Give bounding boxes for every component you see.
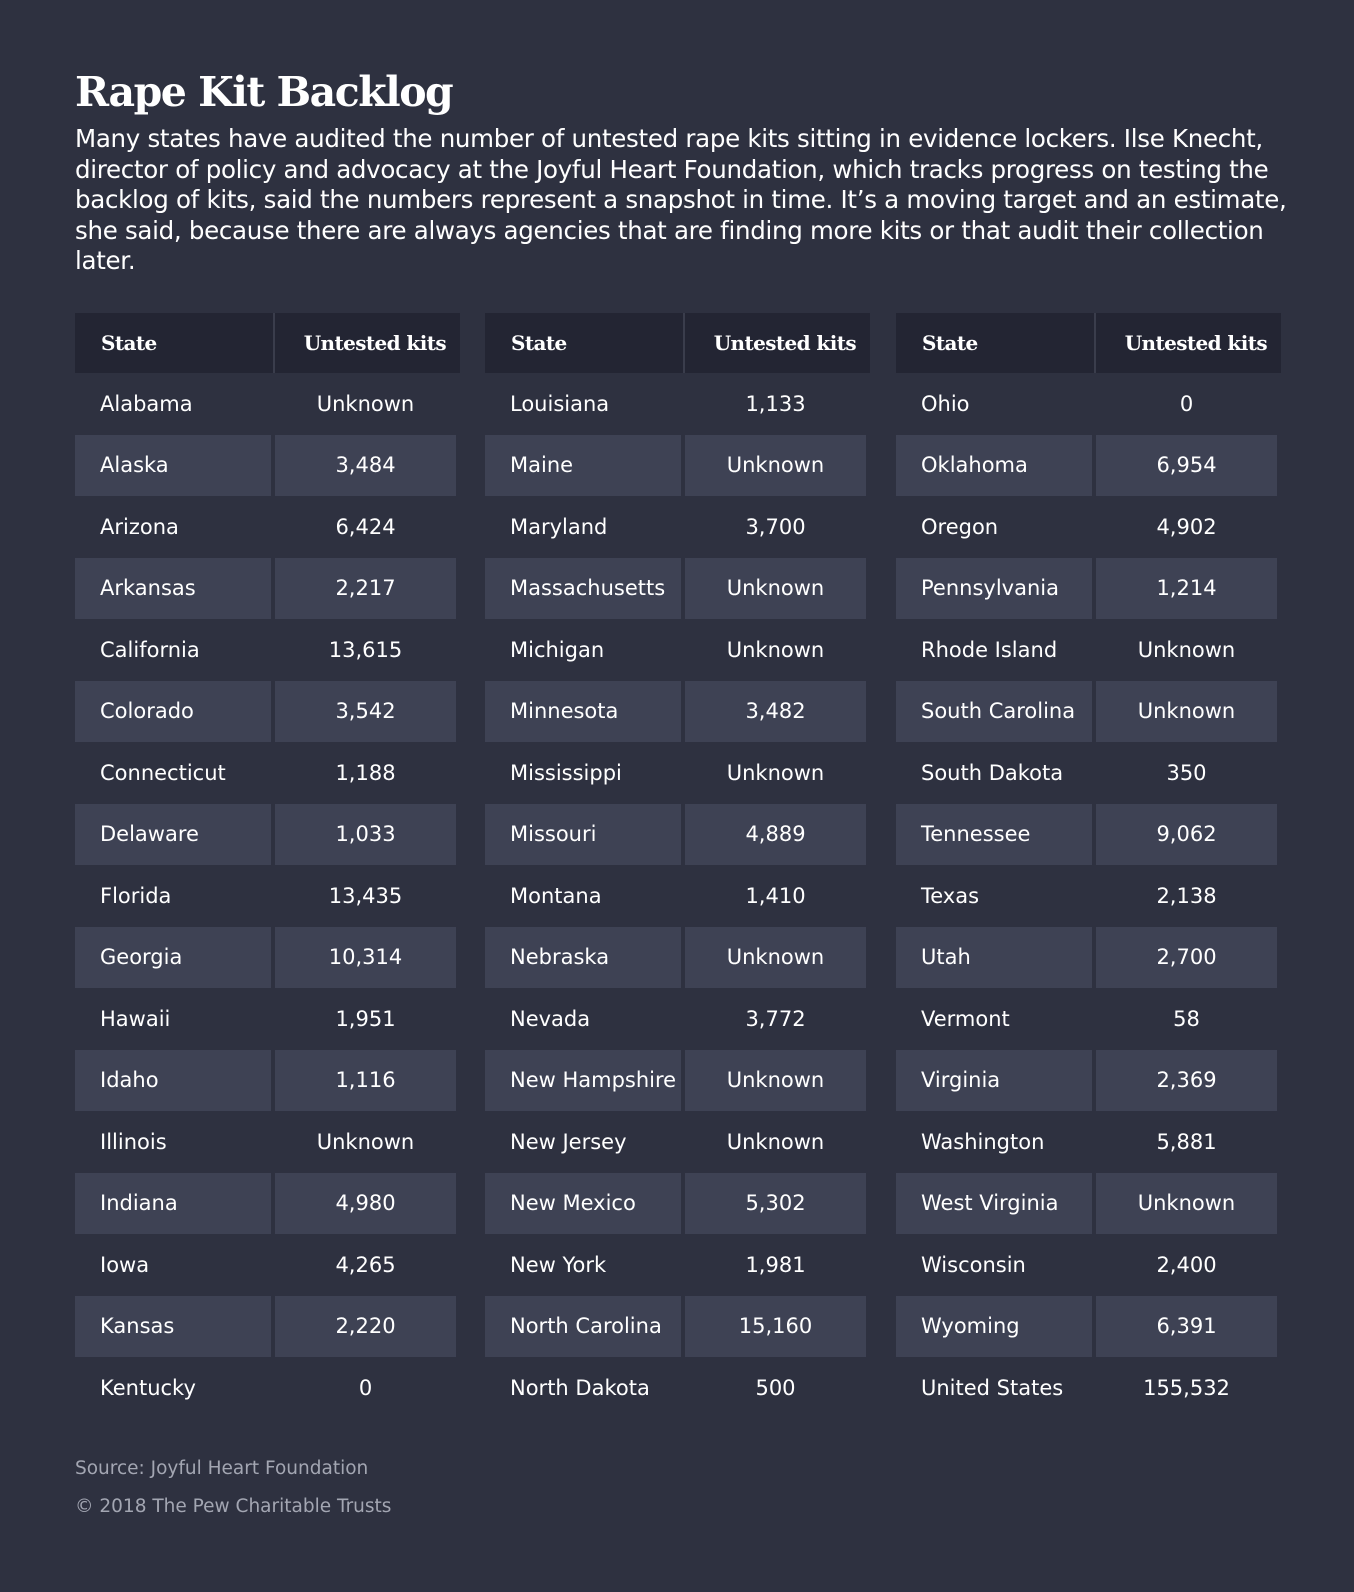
- table-row: [896, 927, 1281, 989]
- state-name: New Jersey: [510, 1129, 627, 1154]
- state-name: South Dakota: [921, 760, 1064, 785]
- page-title: Rape Kit Backlog: [75, 68, 453, 116]
- table-row: [485, 1234, 870, 1296]
- table-row: [896, 1050, 1281, 1112]
- state-name: Maryland: [510, 514, 608, 539]
- state-name: Oregon: [921, 514, 999, 539]
- untested-kits-value: 9,062: [1096, 804, 1277, 866]
- state-name: Indiana: [75, 1173, 271, 1235]
- table-row: [75, 1357, 460, 1419]
- state-name: Arkansas: [75, 558, 271, 620]
- untested-kits-value: Unknown: [726, 760, 825, 785]
- table-row: [75, 1111, 460, 1173]
- state-name: Florida: [100, 883, 172, 908]
- table-header-row: [896, 313, 1281, 373]
- table-row: [75, 742, 460, 804]
- untested-kits-value: 5,302: [685, 1173, 866, 1235]
- untested-kits-value: 58: [1173, 1006, 1200, 1031]
- table-row: [896, 742, 1281, 804]
- state-name: Alabama: [100, 391, 193, 416]
- table-row: [75, 373, 460, 435]
- table-row: [896, 496, 1281, 558]
- state-name: South Carolina: [896, 681, 1092, 743]
- table-row: [896, 558, 1281, 620]
- state-name: Colorado: [75, 681, 271, 743]
- header-untested-kits: Untested kits: [1124, 331, 1267, 355]
- table-row: [485, 865, 870, 927]
- untested-kits-value: 2,400: [1156, 1252, 1217, 1277]
- state-name: Oklahoma: [896, 435, 1092, 497]
- state-name: Utah: [896, 927, 1092, 989]
- state-name: Nevada: [510, 1006, 591, 1031]
- state-name: Nebraska: [485, 927, 681, 989]
- table-row: [75, 1050, 460, 1112]
- table-row: [896, 1173, 1281, 1235]
- state-name: Rhode Island: [921, 637, 1058, 662]
- table-row: [896, 988, 1281, 1050]
- table-row: [485, 1111, 870, 1173]
- table-row: [75, 804, 460, 866]
- untested-kits-value: Unknown: [1096, 1173, 1277, 1235]
- state-name: Vermont: [921, 1006, 1010, 1031]
- state-name: Maine: [485, 435, 681, 497]
- state-name: Kansas: [75, 1296, 271, 1358]
- untested-kits-value: 155,532: [1143, 1375, 1230, 1400]
- table-row: [485, 988, 870, 1050]
- untested-kits-value: 1,981: [745, 1252, 806, 1277]
- table-row: [485, 1296, 870, 1358]
- table-row: [485, 1050, 870, 1112]
- untested-kits-value: 1,410: [745, 883, 806, 908]
- state-name: New York: [510, 1252, 607, 1277]
- untested-kits-value: 4,889: [685, 804, 866, 866]
- source-note: Source: Joyful Heart Foundation: [75, 1458, 369, 1479]
- untested-kits-value: 0: [1179, 391, 1194, 416]
- state-name: Alaska: [75, 435, 271, 497]
- state-name: Michigan: [510, 637, 605, 662]
- untested-kits-value: Unknown: [685, 435, 866, 497]
- table-row: [75, 1173, 460, 1235]
- untested-kits-value: 3,542: [275, 681, 456, 743]
- table-row: [485, 681, 870, 743]
- state-table-2: [485, 313, 870, 1419]
- untested-kits-value: 13,615: [328, 637, 403, 662]
- table-row: [75, 496, 460, 558]
- state-name: Tennessee: [896, 804, 1092, 866]
- table-row: [75, 927, 460, 989]
- table-row: [485, 804, 870, 866]
- untested-kits-value: Unknown: [316, 1129, 415, 1154]
- state-name: Connecticut: [100, 760, 226, 785]
- table-row: [75, 988, 460, 1050]
- state-name: Delaware: [75, 804, 271, 866]
- state-name: Illinois: [100, 1129, 167, 1154]
- table-row: [896, 373, 1281, 435]
- untested-kits-value: 15,160: [685, 1296, 866, 1358]
- table-row: [896, 435, 1281, 497]
- table-row: [485, 1357, 870, 1419]
- state-name: Massachusetts: [485, 558, 681, 620]
- untested-kits-value: Unknown: [316, 391, 415, 416]
- untested-kits-value: 6,391: [1096, 1296, 1277, 1358]
- untested-kits-value: 350: [1166, 760, 1207, 785]
- state-name: West Virginia: [896, 1173, 1092, 1235]
- state-name: California: [100, 637, 200, 662]
- table-row: [896, 1234, 1281, 1296]
- untested-kits-value: 13,435: [328, 883, 403, 908]
- table-row: [75, 435, 460, 497]
- header-state: State: [101, 331, 157, 355]
- state-name: Wisconsin: [921, 1252, 1026, 1277]
- untested-kits-value: 4,265: [335, 1252, 396, 1277]
- state-name: North Carolina: [485, 1296, 681, 1358]
- table-row: [75, 619, 460, 681]
- state-name: Idaho: [75, 1050, 271, 1112]
- table-row: [75, 865, 460, 927]
- table-row: [485, 558, 870, 620]
- table-row: [896, 681, 1281, 743]
- state-name: North Dakota: [510, 1375, 650, 1400]
- untested-kits-value: 500: [755, 1375, 796, 1400]
- copyright-note: © 2018 The Pew Charitable Trusts: [75, 1496, 392, 1517]
- untested-kits-value: 1,951: [335, 1006, 396, 1031]
- untested-kits-value: 3,700: [745, 514, 806, 539]
- untested-kits-value: 4,902: [1156, 514, 1217, 539]
- state-name: United States: [921, 1375, 1064, 1400]
- state-name: Georgia: [75, 927, 271, 989]
- untested-kits-value: Unknown: [685, 558, 866, 620]
- untested-kits-value: 1,033: [275, 804, 456, 866]
- state-name: New Hampshire: [485, 1050, 681, 1112]
- untested-kits-value: 3,484: [275, 435, 456, 497]
- untested-kits-value: 3,482: [685, 681, 866, 743]
- state-name: Hawaii: [100, 1006, 171, 1031]
- untested-kits-value: 2,220: [275, 1296, 456, 1358]
- untested-kits-value: Unknown: [1096, 681, 1277, 743]
- untested-kits-value: 2,217: [275, 558, 456, 620]
- table-row: [485, 927, 870, 989]
- untested-kits-value: Unknown: [726, 637, 825, 662]
- header-untested-kits: Untested kits: [303, 331, 446, 355]
- table-row: [75, 681, 460, 743]
- state-name: Ohio: [921, 391, 970, 416]
- state-name: Wyoming: [896, 1296, 1092, 1358]
- intro-paragraph: Many states have audited the number of untested rape kits sitting in evidence lockers. Ilse Knecht, director of policy and advocacy at the Joyful Heart Foundation, which tracks progress on testing the backlog of kits, said the numbers represent a snapshot in time. It’s a moving target and an estimate, she said, because there are always agencies that are finding more kits or that audit their collection later.: [75, 124, 1287, 275]
- untested-kits-value: 5,881: [1156, 1129, 1217, 1154]
- table-row: [485, 1173, 870, 1235]
- table-row: [896, 619, 1281, 681]
- state-name: Missouri: [485, 804, 681, 866]
- table-row: [485, 373, 870, 435]
- table-row: [75, 558, 460, 620]
- untested-kits-value: Unknown: [726, 1129, 825, 1154]
- table-row: [485, 496, 870, 558]
- table-row: [896, 1357, 1281, 1419]
- untested-kits-value: 6,954: [1096, 435, 1277, 497]
- table-row: [485, 619, 870, 681]
- state-name: Louisiana: [510, 391, 610, 416]
- table-row: [896, 804, 1281, 866]
- state-name: Montana: [510, 883, 602, 908]
- table-row: [896, 1296, 1281, 1358]
- table-header-row: [75, 313, 460, 373]
- untested-kits-value: 10,314: [275, 927, 456, 989]
- state-name: Texas: [921, 883, 980, 908]
- state-name: Pennsylvania: [896, 558, 1092, 620]
- state-name: Mississippi: [510, 760, 622, 785]
- untested-kits-value: 3,772: [745, 1006, 806, 1031]
- table-row: [896, 865, 1281, 927]
- table-row: [75, 1296, 460, 1358]
- header-state: State: [511, 331, 567, 355]
- header-state: State: [922, 331, 978, 355]
- untested-kits-value: 4,980: [275, 1173, 456, 1235]
- untested-kits-value: 1,188: [335, 760, 396, 785]
- untested-kits-value: 1,214: [1096, 558, 1277, 620]
- state-name: Iowa: [100, 1252, 150, 1277]
- untested-kits-value: 2,369: [1096, 1050, 1277, 1112]
- state-table-3: [896, 313, 1281, 1419]
- header-untested-kits: Untested kits: [713, 331, 856, 355]
- state-name: Washington: [921, 1129, 1045, 1154]
- untested-kits-value: 2,700: [1096, 927, 1277, 989]
- untested-kits-value: Unknown: [1137, 637, 1236, 662]
- table-row: [896, 1111, 1281, 1173]
- untested-kits-value: 0: [358, 1375, 373, 1400]
- untested-kits-value: 2,138: [1156, 883, 1217, 908]
- untested-kits-value: Unknown: [685, 927, 866, 989]
- untested-kits-value: Unknown: [685, 1050, 866, 1112]
- table-row: [485, 742, 870, 804]
- state-name: Virginia: [896, 1050, 1092, 1112]
- state-name: Minnesota: [485, 681, 681, 743]
- table-header-row: [485, 313, 870, 373]
- untested-kits-value: 6,424: [335, 514, 396, 539]
- table-row: [485, 435, 870, 497]
- untested-kits-value: 1,116: [275, 1050, 456, 1112]
- table-row: [75, 1234, 460, 1296]
- state-table-1: [75, 313, 460, 1419]
- state-name: Kentucky: [100, 1375, 196, 1400]
- state-name: New Mexico: [485, 1173, 681, 1235]
- untested-kits-value: 1,133: [745, 391, 806, 416]
- state-name: Arizona: [100, 514, 179, 539]
